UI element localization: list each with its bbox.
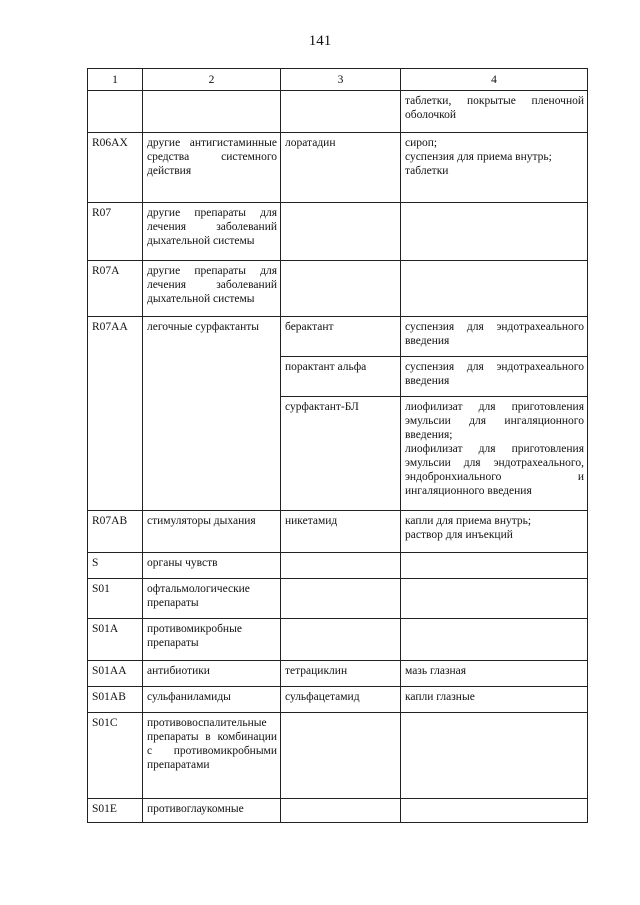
dosage-form-cell: [401, 511, 588, 553]
dosage-form-cell: [401, 553, 588, 579]
group-text: противомикробные препараты: [147, 623, 242, 649]
drug-cell: [281, 553, 401, 579]
dosage-form-cell: [401, 579, 588, 619]
group-cell: [143, 203, 281, 261]
atc-code-cell: S: [88, 553, 143, 579]
dosage-form-cell: [401, 713, 588, 799]
drug-cell: [281, 261, 401, 317]
atc-code-cell: S01A: [88, 619, 143, 661]
atc-code-cell: R07AA: [88, 317, 143, 511]
dosage-form-cell: [401, 397, 588, 511]
group-cell: [143, 661, 281, 687]
dosage-form-cell: [401, 619, 588, 661]
column-header: 3: [281, 69, 401, 91]
group-cell: [143, 91, 281, 133]
drug-cell: лоратадин: [281, 133, 401, 203]
group-cell: [143, 133, 281, 203]
dosage-form-line: лиофилизат для приготовления эмульсии для эндотрахеального, эндобронхиального и ингаляционного введения: [405, 443, 584, 497]
dosage-form-cell: [401, 317, 588, 357]
dosage-form-line: суспензия для приема внутрь;: [405, 151, 552, 163]
atc-code-cell: R07AB: [88, 511, 143, 553]
atc-code-cell: S01: [88, 579, 143, 619]
drug-cell: никетамид: [281, 511, 401, 553]
atc-code-cell: S01AB: [88, 687, 143, 713]
table-row: [88, 661, 588, 687]
group-text: антибиотики: [147, 665, 210, 677]
atc-code-cell: R07A: [88, 261, 143, 317]
group-text: другие антигистаминные средства системного действия: [147, 137, 277, 177]
atc-code-cell: R06AX: [88, 133, 143, 203]
table-row: [88, 713, 588, 799]
group-text: органы чувств: [147, 557, 218, 569]
table-row: [88, 91, 588, 133]
group-cell: [143, 579, 281, 619]
page-number: 141: [308, 33, 332, 49]
column-header: 2: [143, 69, 281, 91]
dosage-form-cell: [401, 687, 588, 713]
atc-code-cell: [88, 91, 143, 133]
dosage-form-line: таблетки, покрытые пленочной оболочкой: [405, 95, 584, 121]
dosage-form-line: сироп;: [405, 137, 438, 149]
dosage-form-cell: [401, 133, 588, 203]
drug-cell: тетрациклин: [281, 661, 401, 687]
table-header-row: [88, 69, 588, 91]
dosage-form-line: суспензия для эндотрахеального введения: [405, 361, 584, 387]
table-row: [88, 579, 588, 619]
drug-cell: [281, 579, 401, 619]
drug-cell: сурфактант-БЛ: [281, 397, 401, 511]
table-row: [88, 261, 588, 317]
table-row: [88, 619, 588, 661]
group-text: легочные сурфактанты: [147, 321, 259, 333]
table-row: [88, 511, 588, 553]
dosage-form-line: капли для приема внутрь;: [405, 515, 532, 527]
atc-code-cell: R07: [88, 203, 143, 261]
group-text: другие препараты для лечения заболеваний дыхательной системы: [147, 265, 277, 305]
dosage-form-cell: [401, 357, 588, 397]
atc-code-cell: S01C: [88, 713, 143, 799]
dosage-form-cell: [401, 661, 588, 687]
dosage-form-line: мазь глазная: [405, 665, 467, 677]
drug-cell: берактант: [281, 317, 401, 357]
column-header: 4: [401, 69, 588, 91]
dosage-form-line: капли глазные: [405, 691, 475, 703]
drug-cell: порактант альфа: [281, 357, 401, 397]
drug-cell: [281, 203, 401, 261]
group-text: офтальмологические препараты: [147, 583, 250, 609]
group-text: противоглаукомные: [147, 803, 244, 815]
dosage-form-line: суспензия для эндотрахеального введения: [405, 321, 584, 347]
table-row: [88, 799, 588, 823]
group-cell: [143, 713, 281, 799]
drug-cell: [281, 713, 401, 799]
atc-code-cell: S01E: [88, 799, 143, 823]
group-text: стимуляторы дыхания: [147, 515, 256, 527]
atc-code-cell: S01AA: [88, 661, 143, 687]
table-row: [88, 317, 588, 357]
table-row: [88, 133, 588, 203]
group-cell: [143, 799, 281, 823]
group-text: другие препараты для лечения заболеваний дыхательной системы: [147, 207, 277, 247]
dosage-form-cell: [401, 799, 588, 823]
drug-cell: [281, 619, 401, 661]
group-cell: [143, 553, 281, 579]
drug-cell: сульфацетамид: [281, 687, 401, 713]
table-row: [88, 553, 588, 579]
table-row: [88, 687, 588, 713]
column-header: 1: [88, 69, 143, 91]
dosage-form-cell: [401, 91, 588, 133]
drug-cell: [281, 91, 401, 133]
dosage-form-line: лиофилизат для приготовления эмульсии для ингаляционного введения;: [405, 401, 584, 441]
group-cell: [143, 687, 281, 713]
dosage-form-cell: [401, 203, 588, 261]
drug-table: [87, 68, 588, 823]
table-row: [88, 203, 588, 261]
dosage-form-line: таблетки: [405, 165, 449, 177]
drug-cell: [281, 799, 401, 823]
group-cell: [143, 261, 281, 317]
group-cell: [143, 317, 281, 511]
group-text: противовоспалительные препараты в комбинации с противомикробными препаратами: [147, 717, 277, 771]
dosage-form-cell: [401, 261, 588, 317]
group-text: сульфаниламиды: [147, 691, 231, 703]
dosage-form-line: раствор для инъекций: [405, 529, 513, 541]
group-cell: [143, 511, 281, 553]
group-cell: [143, 619, 281, 661]
